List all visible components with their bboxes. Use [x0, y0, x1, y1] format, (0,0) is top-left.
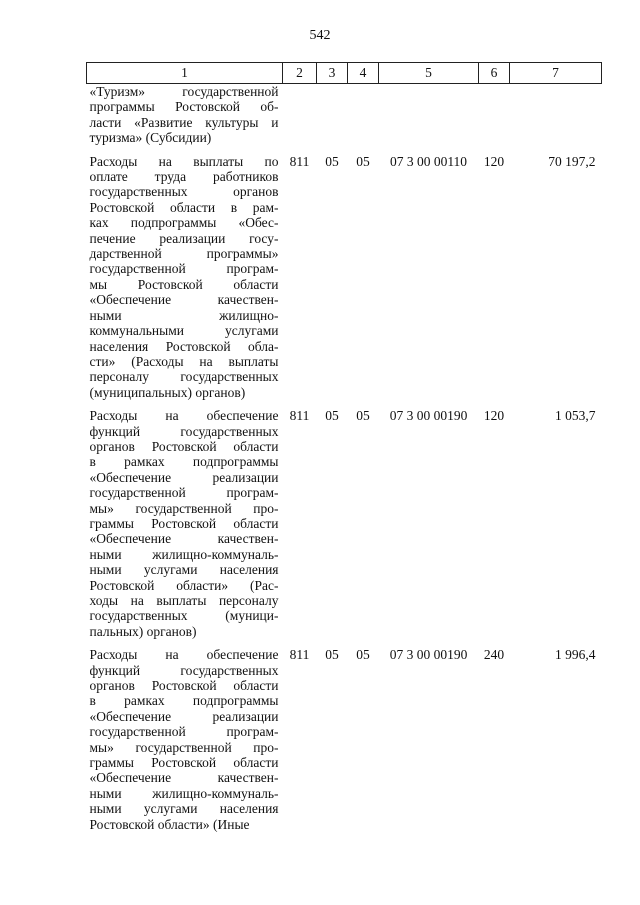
description-line: персоналу государственных — [89, 369, 279, 385]
description-cell — [87, 146, 283, 401]
header-col-3: 3 — [317, 63, 348, 84]
table-row — [87, 400, 602, 639]
description-cell — [87, 84, 283, 146]
description-line: пальных) органов) — [89, 623, 197, 639]
description-line: «Обеспечение качествен- — [89, 531, 279, 547]
header-col-6: 6 — [479, 63, 510, 84]
expense-type-cell: 240 — [483, 647, 505, 663]
description-cell — [87, 639, 283, 832]
description-line: Расходы на выплаты по — [89, 153, 279, 169]
description-line: оплате труда работников — [89, 169, 279, 185]
table-row — [87, 84, 602, 146]
description-line: функций государственных — [89, 662, 279, 678]
expense-type-cell: 120 — [483, 408, 505, 424]
description-line: дарственной программы» — [89, 246, 279, 262]
description-line: коммунальными услугами — [89, 323, 279, 339]
description-line: ках подпрограммы «Обес- — [89, 215, 279, 231]
description-line: Расходы на обеспечение — [89, 647, 279, 663]
section-cell: 05 — [325, 408, 339, 424]
description-line: программы Ростовской об- — [89, 99, 279, 115]
description-line: мы Ростовской области — [89, 276, 279, 292]
section-cell: 05 — [325, 647, 339, 663]
description-line: функций государственных — [89, 423, 279, 439]
expense-type-cell — [479, 84, 510, 146]
header-row — [87, 63, 602, 84]
amount-cell: 1 996,4 — [555, 647, 596, 663]
header-col-1: 1 — [87, 63, 283, 84]
section-cell: 05 — [325, 153, 339, 169]
description-line: населения Ростовской обла- — [89, 338, 279, 354]
description-line: ными жилищно-коммуналь- — [89, 785, 279, 801]
description-line: ными услугами населения — [89, 562, 279, 578]
description-line: органов Ростовской области — [89, 438, 279, 454]
admin-code-cell: 811 — [289, 647, 310, 663]
table-body — [87, 84, 602, 833]
description-line: Ростовской области» (Рас- — [89, 577, 279, 593]
description-line: государственной програм- — [89, 724, 279, 740]
subsection-cell: 05 — [356, 408, 370, 424]
description-line: «Обеспечение качествен- — [89, 770, 279, 786]
description-line: государственных (муници- — [89, 608, 279, 624]
description-line: мы» государственной про- — [89, 500, 279, 516]
table-row — [87, 639, 602, 832]
description-line: Расходы на обеспечение — [89, 408, 279, 424]
description-line: органов Ростовской области — [89, 678, 279, 694]
table-header — [87, 63, 602, 84]
subsection-cell: 05 — [356, 647, 370, 663]
amount-cell — [510, 84, 602, 146]
amount-cell: 70 197,2 — [548, 153, 596, 169]
target-article-cell — [379, 84, 479, 146]
description-line: туризма» (Субсидии) — [89, 130, 212, 146]
description-line: сти» (Расходы на выплаты — [89, 353, 279, 369]
header-col-7: 7 — [510, 63, 602, 84]
budget-table — [86, 62, 602, 832]
description-line: Ростовской области в рам- — [89, 199, 279, 215]
description-line: в рамках подпрограммы — [89, 693, 279, 709]
description-line: «Обеспечение реализации — [89, 708, 279, 724]
description-cell — [87, 400, 283, 639]
description-line: ходы на выплаты персоналу — [89, 593, 279, 608]
subsection-cell: 05 — [356, 153, 370, 169]
description-line: ными жилищно- — [89, 307, 279, 323]
description-line: «Обеспечение реализации — [89, 469, 279, 485]
subsection-cell — [348, 84, 379, 146]
expense-type-cell: 120 — [483, 153, 505, 169]
description-line: граммы Ростовской области — [89, 515, 279, 531]
description-line: мы» государственной про- — [89, 739, 279, 755]
description-line: (муниципальных) органов) — [89, 384, 246, 400]
header-col-2: 2 — [283, 63, 317, 84]
amount-cell: 1 053,7 — [555, 408, 596, 424]
target-article-cell: 07 3 00 00110 — [389, 153, 468, 169]
admin-code-cell: 811 — [289, 153, 310, 169]
description-line: печение реализации госу- — [89, 230, 279, 246]
description-line: ными услугами населения — [89, 801, 279, 817]
description-line: граммы Ростовской области — [89, 755, 279, 771]
description-line: «Туризм» государственной — [89, 84, 279, 99]
description-line: Ростовской области» (Иные — [89, 816, 250, 832]
admin-code-cell: 811 — [289, 408, 310, 424]
description-line: ными жилищно-коммуналь- — [89, 546, 279, 562]
description-line: ласти «Развитие культуры и — [89, 114, 279, 130]
section-cell — [317, 84, 348, 146]
header-col-5: 5 — [379, 63, 479, 84]
page-number: 542 — [309, 28, 331, 43]
header-col-4: 4 — [348, 63, 379, 84]
target-article-cell: 07 3 00 00190 — [389, 647, 468, 663]
description-line: государственной програм- — [89, 485, 279, 501]
description-line: государственных органов — [89, 184, 279, 200]
description-line: в рамках подпрограммы — [89, 454, 279, 470]
admin-code-cell — [283, 84, 317, 146]
description-line: государственной програм- — [89, 261, 279, 277]
description-line: «Обеспечение качествен- — [89, 292, 279, 308]
target-article-cell: 07 3 00 00190 — [389, 408, 468, 424]
table-row — [87, 146, 602, 401]
